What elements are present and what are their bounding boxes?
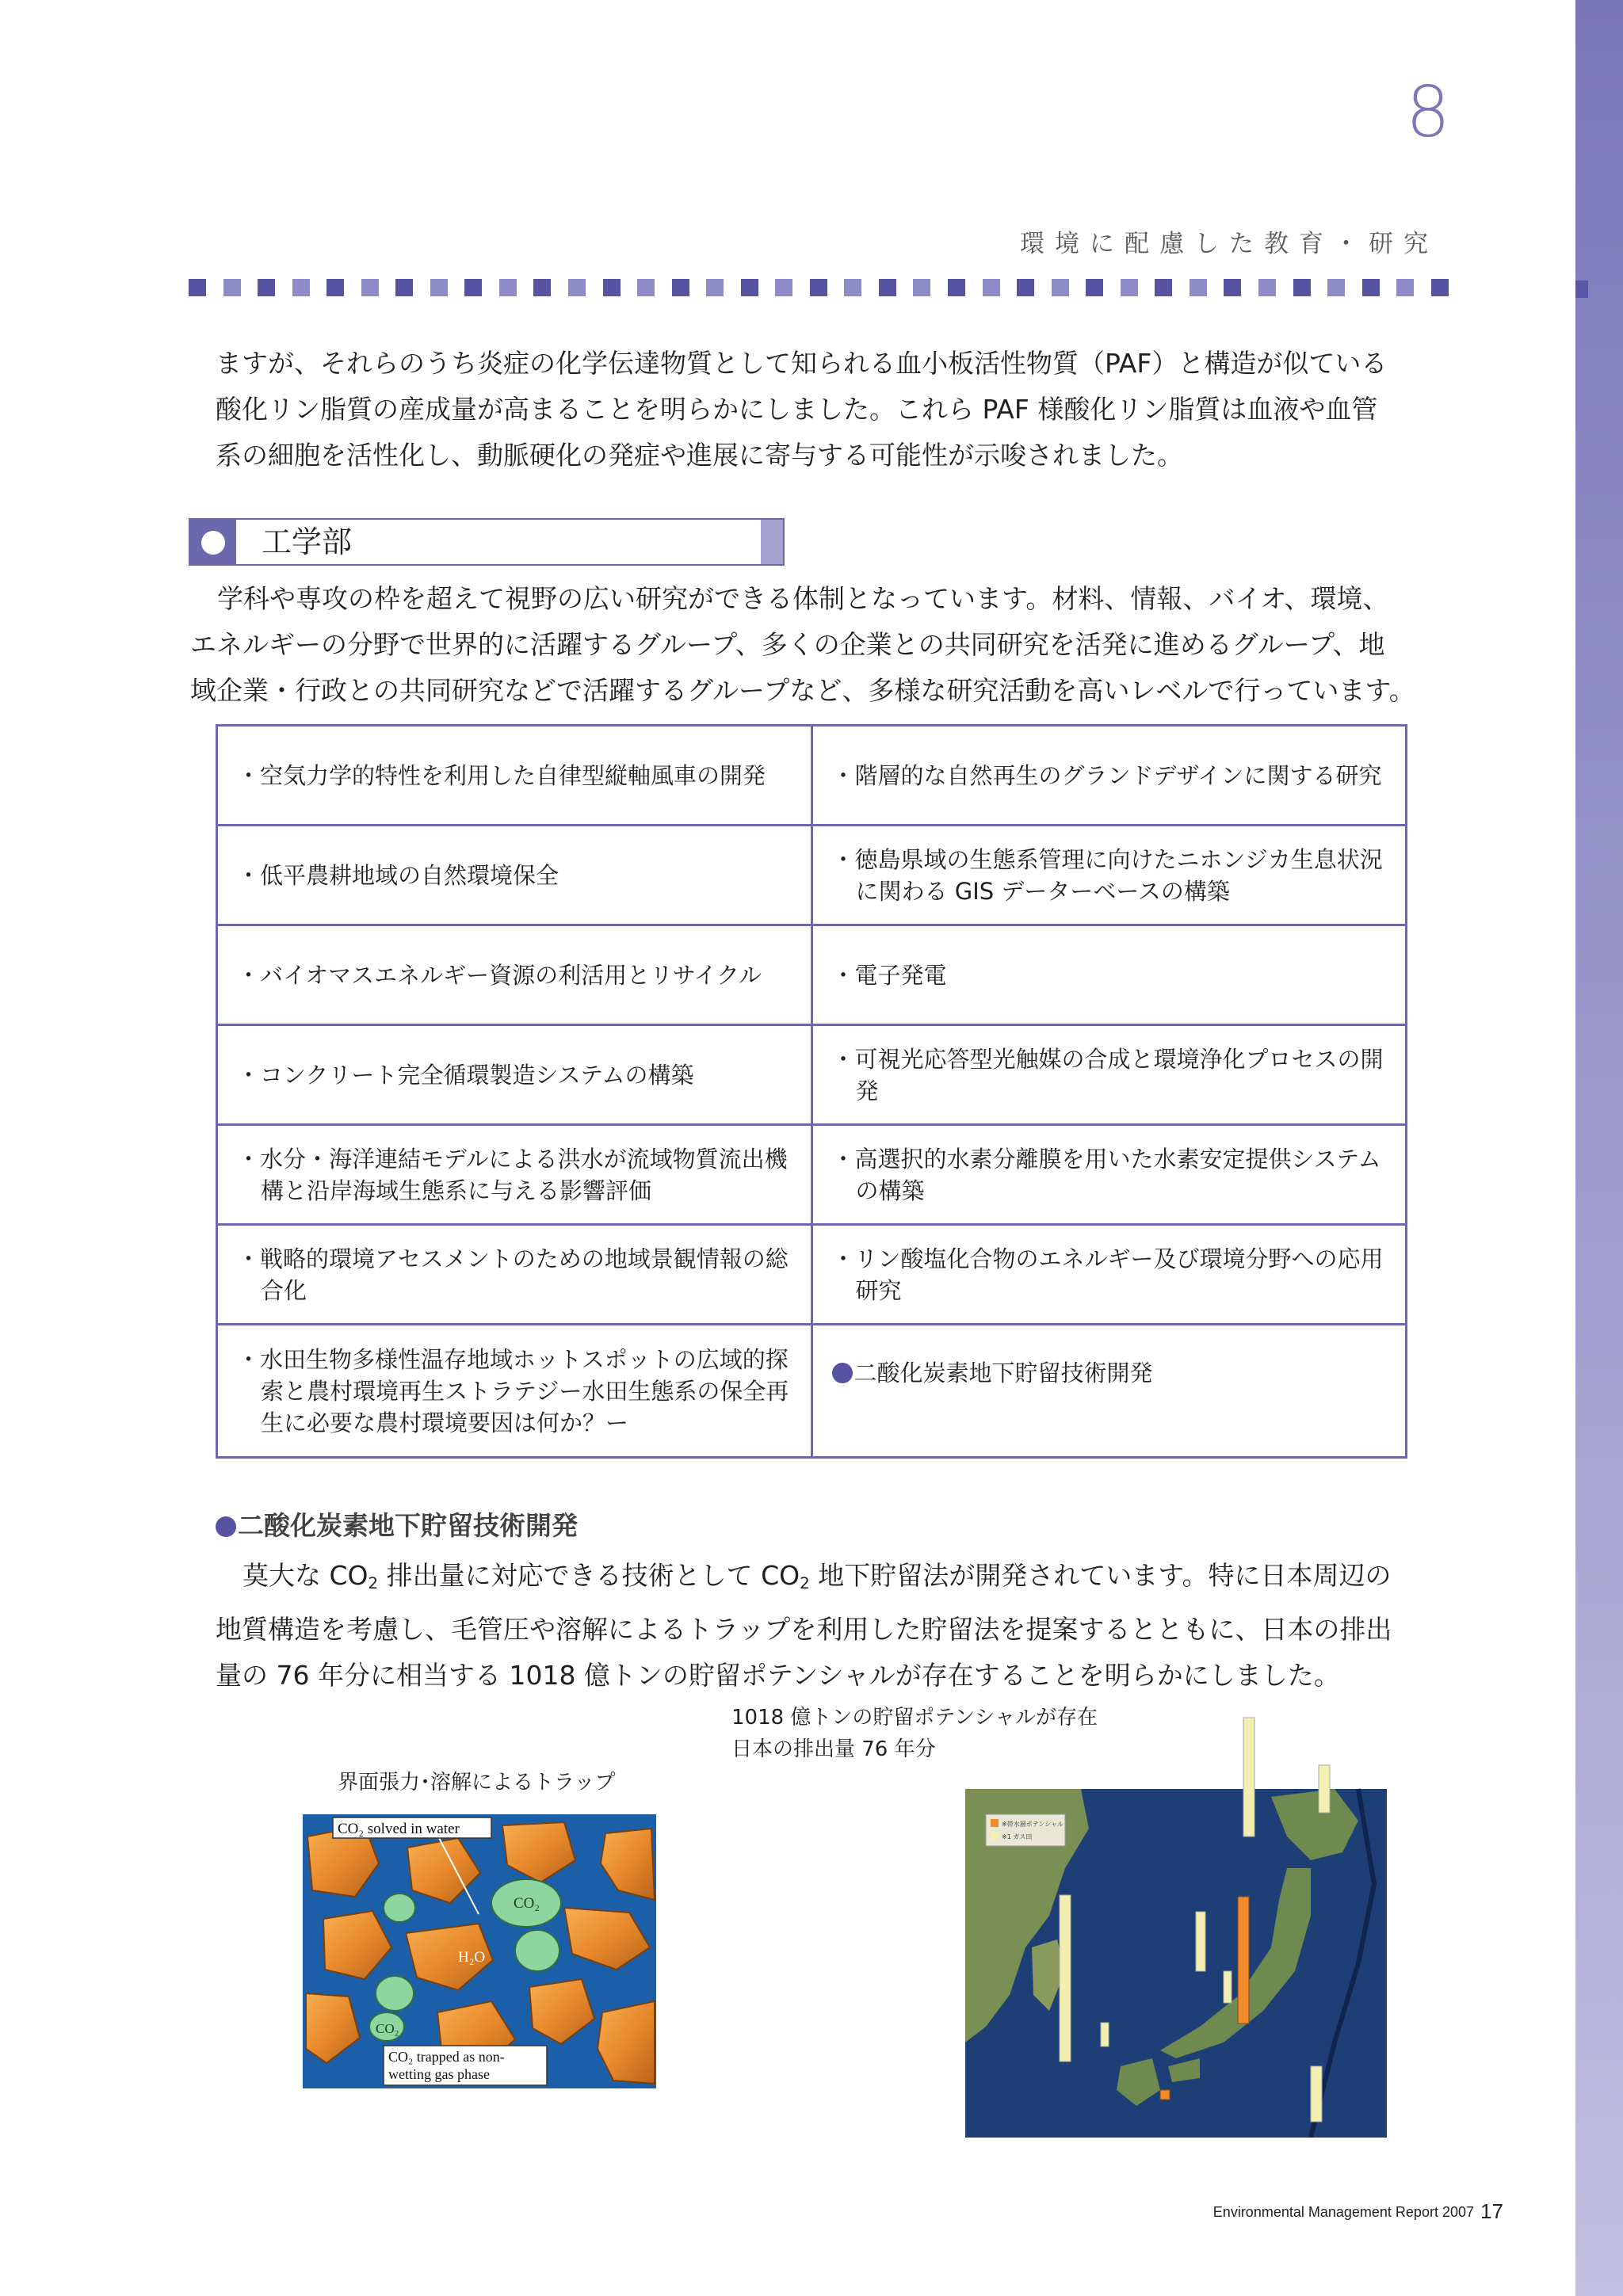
table-cell bbox=[217, 1025, 812, 1125]
storage-bar bbox=[1311, 2066, 1322, 2122]
table-row bbox=[217, 726, 1407, 826]
table-cell bbox=[812, 1225, 1407, 1325]
section-heading bbox=[189, 518, 785, 566]
co2-line: 量の 76 年分に相当する 1018 億トンの貯留ポテンシャルが存在することを明らかにしました。 bbox=[216, 1659, 1340, 1691]
subscript: 2 bbox=[368, 1573, 379, 1592]
research-item: ・ バイオマスエネルギー資源の利活用とリサイクル bbox=[237, 959, 795, 991]
decorative-square-row bbox=[189, 279, 1449, 296]
research-item: ・ コンクリート完全循環製造システムの構築 bbox=[237, 1059, 795, 1091]
storage-bar bbox=[1319, 1765, 1330, 1813]
section-line: 域企業・行政との共同研究などで活躍するグループなど、多様な研究活動を高いレベルで行っています。 bbox=[190, 675, 1415, 706]
table-cell bbox=[812, 1325, 1407, 1458]
research-item-link[interactable]: 二酸化炭素地下貯留技術開発 bbox=[854, 1360, 1153, 1386]
side-color-bar bbox=[1575, 0, 1623, 2296]
table-cell bbox=[217, 1225, 812, 1325]
circle-icon bbox=[201, 531, 225, 555]
co2-text: 地下貯留法が開発されています。特に日本周辺の bbox=[809, 1560, 1392, 1591]
subscript: 2 bbox=[800, 1573, 810, 1592]
japan-storage-map bbox=[962, 1710, 1390, 2138]
chapter-number: 8 bbox=[1406, 71, 1450, 153]
bullet-dot-icon bbox=[832, 1363, 853, 1383]
legend-text: ※1 ガス田 bbox=[1002, 1833, 1033, 1840]
dissolved-label: CO₂ solved in water bbox=[338, 1821, 460, 1837]
table-cell bbox=[812, 826, 1407, 925]
co2-text: 莫大な CO bbox=[242, 1560, 369, 1591]
table-cell bbox=[217, 1325, 812, 1458]
co2-line: 地質構造を考慮し、毛管圧や溶解によるトラップを利用した貯留法を提案するとともに、日本の排出 bbox=[216, 1613, 1392, 1645]
table-cell bbox=[217, 826, 812, 925]
trap-diagram bbox=[303, 1814, 656, 2088]
storage-bar bbox=[1060, 1895, 1071, 2061]
section-line: エネルギーの分野で世界的に活躍するグループ、多くの企業との共同研究を活発に進めるグループ、地 bbox=[190, 629, 1385, 660]
research-item: ・ 階層的な自然再生のグランドデザインに関する研究 bbox=[832, 760, 1390, 791]
storage-bar bbox=[1224, 1971, 1232, 2003]
intro-line: 系の細胞を活性化し、動脈硬化の発症や進展に寄与する可能性が示唆されました。 bbox=[216, 440, 1183, 471]
co2-text: 排出量に対応できる技術として CO bbox=[378, 1560, 800, 1591]
table-cell bbox=[812, 1025, 1407, 1125]
co2-line bbox=[216, 1553, 1452, 1607]
table-cell bbox=[217, 726, 812, 826]
legend-text: ※帯水層ポテンシャル bbox=[1002, 1821, 1064, 1828]
co2-bubble bbox=[376, 1976, 414, 2011]
co2-subheading bbox=[216, 1505, 578, 1543]
chapter-title: 環境に配慮した教育・研究 bbox=[1020, 230, 1438, 258]
h2o-label: H₂O bbox=[458, 1949, 486, 1966]
research-item: ・ 水田生物多様性温存地域ホットスポットの広域的探索と農村環境再生ストラテジー水田生態系の保全再生に必要な農村環境要因は何か？ー bbox=[237, 1344, 795, 1439]
table-cell bbox=[812, 726, 1407, 826]
table-row bbox=[217, 1325, 1407, 1458]
co2-small-label: CO₂ bbox=[376, 2021, 399, 2036]
storage-bar bbox=[1101, 2023, 1109, 2046]
co2-paragraph bbox=[216, 1553, 1452, 1699]
intro-line: ますが、それらのうち炎症の化学伝達物質として知られる血小板活性物質（PAF）と構造が似ている bbox=[216, 348, 1388, 379]
section-title: 工学部 bbox=[262, 524, 353, 559]
report-name: Environmental Management Report 2007 bbox=[1212, 2204, 1474, 2220]
table-cell bbox=[812, 1125, 1407, 1225]
research-item: ・ 電子発電 bbox=[832, 959, 1390, 991]
section-line: 学科や専攻の枠を超えて視野の広い研究ができる体制となっています。材料、情報、バイオ、環境、 bbox=[217, 583, 1389, 614]
page-number: 17 bbox=[1480, 2199, 1503, 2223]
table-row bbox=[217, 826, 1407, 925]
research-item: ・ 低平農耕地域の自然環境保全 bbox=[237, 860, 795, 891]
storage-bar-aquifer bbox=[1238, 1897, 1249, 2023]
research-item: ・ 可視光応答型光触媒の合成と環境浄化プロセスの開発 bbox=[832, 1043, 1390, 1107]
co2-label: CO₂ bbox=[514, 1895, 540, 1912]
research-item: ・ リン酸塩化合物のエネルギー及び環境分野への応用研究 bbox=[832, 1243, 1390, 1306]
research-item: ・ 戦略的環境アセスメントのための地域景観情報の総合化 bbox=[237, 1243, 795, 1306]
trap-caption: 界面張力･溶解によるトラップ bbox=[338, 1771, 616, 1794]
legend-swatch bbox=[991, 1832, 999, 1840]
table-cell bbox=[812, 925, 1407, 1025]
storage-bar-aquifer bbox=[1160, 2090, 1170, 2100]
table-row bbox=[217, 1025, 1407, 1125]
research-table bbox=[216, 724, 1407, 1459]
co2-bubble bbox=[384, 1894, 415, 1922]
table-cell bbox=[217, 1125, 812, 1225]
research-item: ・ 空気力学的特性を利用した自律型縦軸風車の開発 bbox=[237, 760, 795, 791]
storage-bar bbox=[1243, 1718, 1254, 1836]
co2-heading-text: 二酸化炭素地下貯留技術開発 bbox=[238, 1510, 578, 1541]
map-caption-line: 日本の排出量 76 年分 bbox=[731, 1737, 936, 1761]
section-heading-end-block bbox=[761, 520, 783, 564]
trapped-label: CO₂ trapped as non- bbox=[388, 2049, 505, 2065]
table-row bbox=[217, 1125, 1407, 1225]
intro-paragraph bbox=[216, 341, 1452, 479]
map-caption-line: 1018 億トンの貯留ポテンシャルが存在 bbox=[731, 1706, 1098, 1730]
research-item: ・ 水分・海洋連結モデルによる洪水が流域物質流出機構と沿岸海域生態系に与える影響評価 bbox=[237, 1143, 795, 1207]
research-item: ・ 徳島県域の生態系管理に向けたニホンジカ生息状況に関わる GIS データーベースの構築 bbox=[832, 844, 1390, 907]
table-cell bbox=[217, 925, 812, 1025]
storage-bar bbox=[1196, 1912, 1205, 1971]
table-row bbox=[217, 925, 1407, 1025]
bullet-dot-icon bbox=[216, 1516, 236, 1537]
intro-line: 酸化リン脂質の産成量が高まることを明らかにしました。これら PAF 様酸化リン脂質は血液や血管 bbox=[216, 394, 1378, 425]
co2-bubble bbox=[515, 1930, 559, 1971]
legend-swatch bbox=[991, 1819, 999, 1827]
side-tab-marker bbox=[1575, 280, 1588, 298]
section-paragraph bbox=[190, 576, 1466, 714]
research-item: ・ 高選択的水素分離膜を用いた水素安定提供システムの構築 bbox=[832, 1143, 1390, 1207]
table-row bbox=[217, 1225, 1407, 1325]
trapped-label: wetting gas phase bbox=[388, 2066, 490, 2082]
